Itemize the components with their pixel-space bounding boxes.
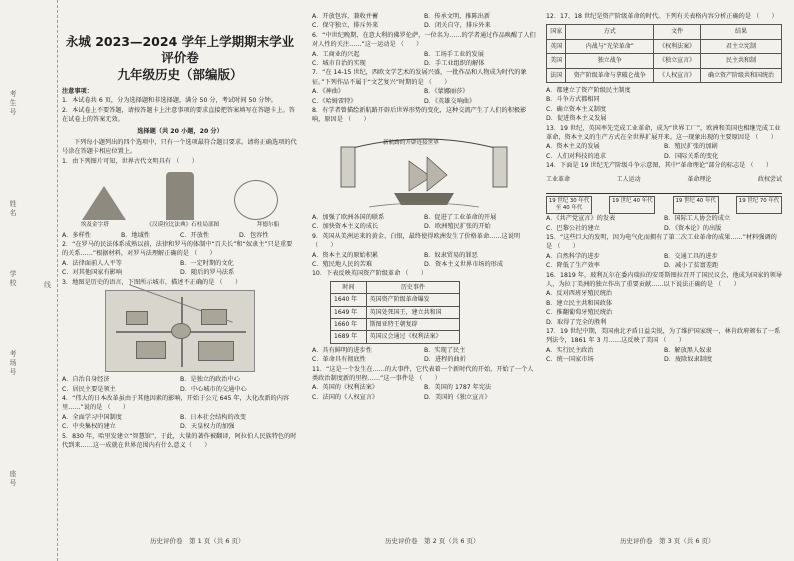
options [62, 413, 298, 432]
timeline-stage: 政权尝试 [757, 175, 782, 183]
option: B．传承文明，推陈出新 [424, 13, 491, 20]
question-stem: 5．830 年，哈里发建立“智慧馆”，于此，大量的著作被翻译，阿拉伯人民族特色的时代到来……这一成就在世界范围内有什么意义（ ） [62, 432, 297, 449]
question-stem: 7．“在 14-15 世纪，西欧文学艺术的发展兴盛，一批作品和人物成为时代的象征。”下列作品不属于“文艺复兴”时期的是 （ ） [312, 69, 527, 86]
page-column-1 [62, 12, 298, 532]
option: A．开放包容，兼收并蓄 [312, 13, 379, 20]
page-footer: 历史评价卷 第 1 页（共 6 页） [150, 537, 245, 545]
option: D．《英雄交响曲》 [424, 97, 476, 105]
timeline-stage: 革命理论 [687, 175, 712, 183]
option: C．加快资本主义的成长 [312, 223, 379, 231]
option: D．促进资本主义发展 [546, 115, 607, 123]
option: B．解放黑人奴隶 [664, 346, 712, 354]
option: C．革命具有彻底性 [312, 356, 366, 364]
options [546, 252, 782, 271]
table-row: 1689 年 英国议会通过《权利法案》 [331, 331, 460, 343]
timeline-boxes [546, 196, 782, 214]
notice-item: 1．本试卷共 6 页，分为选择题和非选择题，满分 50 分，考试时间 50 分钟。 [62, 97, 277, 105]
question-stem: 8．有学者曾描绘新航路开辟后世界形势的变化，这种交流产生了人们的积极影响，原因是 （ ） [312, 107, 527, 124]
table-header: 结果 [700, 25, 781, 39]
options [312, 87, 536, 106]
option: C．降低了生产效率 [546, 262, 600, 270]
option: B．是独立的政治中心 [180, 376, 240, 384]
option: A．实行民主政治 [546, 346, 594, 354]
figure-captions [62, 221, 298, 230]
option: B．美国的 1787 年宪法 [424, 384, 492, 392]
question-stem: 3．地图是历史的语言，下图所示城市，描述不正确的是 （ ） [62, 278, 242, 286]
option: A．自然科学的进步 [546, 252, 600, 260]
timeline-box: 19 世纪 40 年代 [673, 196, 719, 214]
option: C．对其他国家有影响 [62, 269, 123, 277]
question-stem: 17．19 世纪中期，美国南北矛盾日益尖锐，为了维护国家统一，林肯政府颁布了一系列法令，1861 年 3 月……这反映了美国 （ ） [546, 327, 781, 345]
timeline-box: 19 世纪 40 年代 [609, 196, 655, 214]
binding-label: 座号 [9, 470, 17, 488]
stele-image [166, 172, 194, 220]
question-stem: 10．下表反映英国资产阶级革命 （ ） [312, 270, 428, 278]
figure-caption: 埃及金字塔 [80, 222, 109, 229]
options [62, 259, 298, 278]
option: B．国际工人协会的成立 [664, 215, 731, 223]
option: C．推翻葡萄牙殖民统治 [546, 309, 613, 317]
page-footer: 历史评价卷 第 2 页（共 6 页） [385, 537, 480, 545]
question-stem: 4．“伟大的日本改革虽由于其他因素的影响，开始于公元 645 年，大化改新的内容里……”说的是 （ ） [62, 394, 290, 412]
option: A．加强了欧洲各国的联系 [312, 213, 385, 221]
option: B．建立民主共和国政体 [546, 299, 613, 307]
option: C．确立资本主义制度 [546, 105, 607, 113]
question-stem: 1．由下列图片可知，世界古代文明具有 （ ） [62, 157, 198, 165]
option: A．多样性 [62, 231, 91, 239]
option: D．手工业组织的解体 [424, 60, 485, 68]
table-row: 1640 年 英国资产阶级革命爆发 [331, 294, 460, 306]
option: D．美国的《独立宣言》 [424, 393, 491, 401]
option: C．中央集权的建立 [62, 423, 116, 431]
option: B．实现了民主 [424, 346, 466, 354]
option: A．《神曲》 [312, 88, 345, 96]
option: D．包容性 [239, 231, 269, 239]
medieval-city-map [105, 290, 255, 372]
binding-label: 考场号 [9, 350, 17, 377]
binding-label: 姓名 [9, 200, 17, 218]
option: B．奴隶贸易的罪恶 [424, 251, 478, 259]
option: B．地域性 [121, 231, 150, 239]
options [312, 12, 536, 31]
table-row: 法国 资产阶级革命与拿破仑战争 《人权宣言》 确立资产阶级共和国统治 [547, 68, 782, 82]
options [546, 214, 782, 233]
option: B．一定时期的文化 [180, 259, 234, 267]
question-stem: 11．“这是一个发生在……的大事件，它代表着一个新时代的开始，开始了一个人类政治制度新的里程……”这一事件是 （ ） [312, 365, 534, 382]
option: D．资本主义世界市场的形成 [424, 260, 504, 268]
option: C．巴黎公社的建立 [546, 224, 600, 232]
option: D．取得了完全的胜利 [546, 318, 607, 326]
options [312, 383, 536, 402]
table-row: 1660 年 斯图亚特王朝复辟 [331, 318, 460, 330]
banner-text: 新航路的开辟连接世界 [383, 139, 439, 146]
option: C．法国的《人权宣言》 [312, 393, 379, 401]
options [312, 251, 536, 270]
option: C．居民主要是领主 [62, 385, 116, 393]
option: A．具有鲜明的进步性 [312, 346, 372, 354]
section-heading: 选择题（共 20 小题，20 分） [137, 127, 223, 135]
option: B．工场手工业的发展 [424, 50, 484, 58]
timeline-axis [546, 186, 782, 194]
option: B．促进了工业革命的开展 [424, 213, 497, 221]
notice-heading: 注意事项： [62, 88, 93, 95]
exam-title: 永城 2023—2024 学年上学期期末学业评价卷 [65, 34, 295, 65]
question-stem: 6．“中世纪晚期，在意大利的佛罗伦萨，一位名为……的学者通过作品唤醒了人们对人性的关注……”这一运动是 （ ） [312, 31, 536, 49]
question-stem: 2．“在罗马的民法体系成熟以前，法律和罗马的体制中“百夫长”和“奴隶主”只是重要的关系……”根据材料，对罗马法理解正确的是 （ ） [62, 241, 293, 258]
option: B．交通工具的进步 [664, 252, 718, 260]
options [546, 142, 782, 161]
history-table [330, 281, 460, 344]
options [546, 346, 782, 365]
option: A．工商业的兴起 [312, 50, 360, 58]
option: C．《哈姆雷特》 [312, 97, 357, 105]
timeline-box: 19 世纪 70 年代 [736, 196, 782, 214]
binding-label: 考生号 [9, 90, 17, 117]
exam-subtitle: 九年级历史（部编版） [117, 67, 243, 82]
rudder-diagram [234, 180, 278, 220]
option: D．国际关系的变化 [664, 152, 719, 160]
voyage-illustration [339, 127, 509, 211]
binding-strip [0, 0, 58, 561]
option: A．资本主义的发展 [546, 143, 600, 151]
option: D．《资本论》的出版 [664, 224, 722, 232]
option: B．斗争方式都相同 [546, 96, 600, 104]
timeline-stage: 工业革命 [546, 175, 571, 183]
page-column-2 [312, 12, 536, 532]
table-header: 方式 [566, 25, 654, 39]
timeline-stage: 工人运动 [616, 175, 641, 183]
timeline-top [546, 175, 782, 184]
option: A．反对西班牙殖民统治 [546, 290, 613, 298]
figure-caption: 《汉谟拉比法典》石柱局部图 [146, 222, 220, 229]
option: D．天皇权力的加强 [180, 423, 235, 431]
option: A．《共产党宣言》的发表 [546, 215, 616, 223]
table-row: 美国 独立战争 《独立宣言》 民主共和制 [547, 54, 782, 68]
table-header: 文件 [654, 25, 701, 39]
options [312, 346, 536, 365]
option: D．中心城市的交通中心 [180, 385, 247, 393]
section-intro: 下列每小题列出的四个选项中，只有一个选项最符合题目要求。请将正确选项的代号涂在答题卡相应位置上。 [62, 139, 297, 156]
question-stem: 15．“这些巨大的发明，因为电气化而拥有了第二次工业革命的成果……”材料强调的是 （ ） [546, 233, 777, 251]
option: A．自治自身经济 [62, 376, 110, 384]
table-header: 历史事件 [366, 281, 459, 293]
option: B．《蒙娜丽莎》 [424, 88, 469, 96]
option: D．减小了贫富差距 [664, 262, 719, 270]
figure-caption: 拜德尔船 [256, 222, 280, 229]
option: D．闭关自守，排斥外来 [424, 22, 491, 30]
option: D．欧洲殖民扩张的开始 [424, 223, 491, 231]
options [312, 213, 536, 232]
option: B．殖民扩张的加剧 [664, 143, 718, 151]
notice-item: 2．本试卷上不要答题，请按答题卡上注意事项的要求直接把答案填写在答题卡上。答在试卷上的答案无效。 [62, 106, 295, 124]
timeline-box: 19 世纪 30 年代至 40 年代 [546, 196, 592, 214]
pyramid-image [82, 186, 126, 220]
option: C．城市自治的实现 [312, 60, 366, 68]
table-header: 时间 [331, 281, 367, 293]
option: D．随后的罗马法系 [180, 269, 235, 277]
options [62, 375, 298, 394]
binding-label: 学校 [9, 270, 17, 288]
option: A．英国的《权利法案》 [312, 384, 379, 392]
option: C．殖民地人民的苦难 [312, 260, 373, 268]
question-stem: 16．1819 年，玻利瓦尔在委内瑞拉的安哥斯图拉召开了国民议会，他成为国家的领导人，为拉丁美洲的独立作出了重要贡献……以下说法正确的是 （ ） [546, 271, 782, 288]
cut-mark: 线 [44, 281, 51, 289]
option: D．进程的曲折 [424, 356, 466, 364]
page-column-3 [546, 12, 782, 532]
table-header: 国家 [547, 25, 566, 39]
option: A．全面学习中国制度 [62, 413, 122, 421]
option: A．都建立了资产阶级民主制度 [546, 87, 631, 95]
options [312, 50, 536, 69]
question-stem: 14．下面是 19 世纪无产阶级斗争示意图，其中“革命理论”部分的标志是 （ ） [546, 162, 773, 170]
option: D．废除奴隶制度 [664, 356, 713, 364]
table-row: 1649 年 英国处死国王，建立共和国 [331, 306, 460, 318]
options [62, 231, 298, 240]
option: C．统一国家市场 [546, 356, 594, 364]
revolution-table [546, 24, 782, 83]
figure-row [62, 168, 298, 220]
option: B．日本社会结构的改变 [180, 413, 247, 421]
page-footer: 历史评价卷 第 3 页（共 6 页） [620, 537, 715, 545]
table-row: 英国 内战与“光荣革命” 《权利法案》 君主立宪制 [547, 39, 782, 53]
option: C．开放性 [180, 231, 210, 239]
option: A．资本主义的原始积累 [312, 251, 379, 259]
question-stem: 12．17、18 世纪是资产阶级革命的时代。下列有关表格内容分析正确的是 （ ） [546, 13, 778, 20]
option: A．法律面前人人平等 [62, 259, 122, 267]
question-stem: 13．19 世纪，英国率先完成工业革命，成为“世界工厂”，欧洲和美国也相继完成工业革命，资本主义的生产方式在全世界扩展开来。这一现象出现的主要原因是 （ ） [546, 124, 781, 142]
question-stem: 9．英国从美洲运来的黄金、白银，最终使得欧洲发生了价格革命……这说明 （ ） [312, 232, 521, 250]
option: C．保守独立，排斥外来 [312, 22, 379, 30]
option: C．人们对科技的追求 [546, 152, 607, 160]
